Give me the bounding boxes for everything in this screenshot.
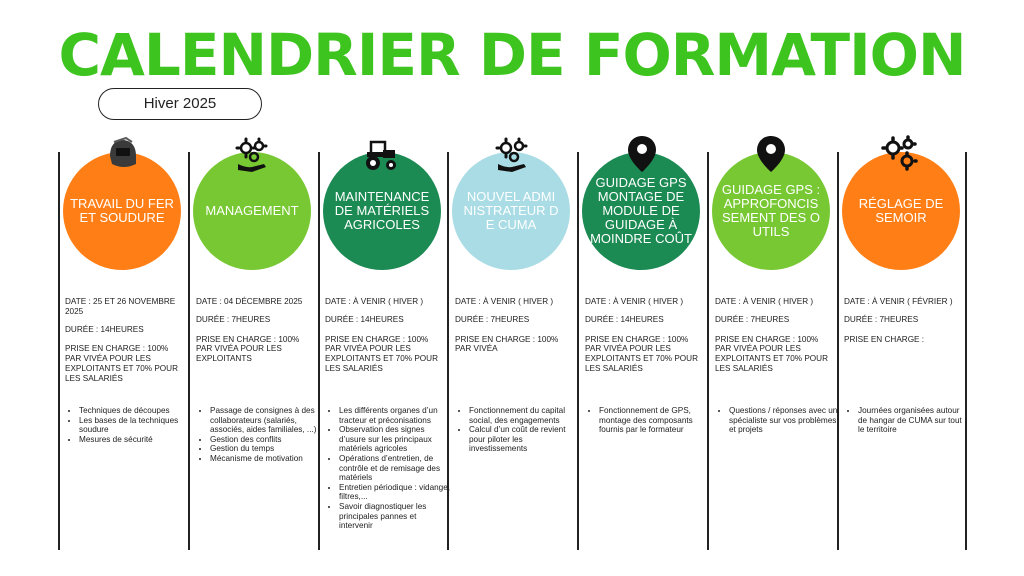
formation-prise: PRISE EN CHARGE : 100% PAR VIVÉA POUR LES EXPLOITANTS [196,334,300,364]
topic-item: • Observation des signes d’usure sur les principaux matériels agricoles [339,425,451,454]
column-divider [837,152,839,550]
gears-hand-icon [232,134,272,174]
formation-date: DATE : À VENIR ( HIVER ) [325,297,424,306]
map-pin-icon [622,134,662,174]
topic-item: • Calcul d’un coût de revient pour piloter les investissements [469,425,581,454]
column-divider [577,152,579,550]
column-divider [965,152,967,550]
formation-date: DATE : À VENIR ( HIVER ) [455,297,554,306]
tractor-icon [361,134,401,174]
formation-topics [325,406,451,531]
formation-duree: DURÉE : 7HEURES [715,314,790,324]
formation-date: DATE : À VENIR ( FÉVRIER ) [844,297,953,306]
column-divider [58,152,60,550]
formation-title: TRAVAIL DU FER ET SOUDURE [70,196,174,225]
topic-item: • Questions / réponses avec un spécialiste sur vos problèmes et projets [729,406,841,435]
topic-item: • Mesures de sécurité [79,435,191,445]
column-divider [188,152,190,550]
formation-date: DATE : 04 DÉCEMBRE 2025 [196,297,303,306]
formation-prise: PRISE EN CHARGE : 100% PAR VIVÉA POUR LES EXPLOITANTS ET 70% POUR LES SALARIÉS [585,334,698,373]
topic-item: • Fonctionnement de GPS, montage des composants fournis par le formateur [599,406,711,435]
formation-title: MAINTENANCE DE MATÉRIELS AGRICOLES [334,189,430,232]
formation-prise: PRISE EN CHARGE : 100% PAR VIVÉA [455,334,559,354]
column-divider [318,152,320,550]
formation-topics [844,406,970,435]
formation-topics [65,406,191,444]
gears-hand-icon [492,134,532,174]
formation-title: RÉGLAGE DE SEMOIR [858,196,944,225]
topic-item: • Mécanisme de motivation [210,454,322,464]
formation-date: DATE : À VENIR ( HIVER ) [715,297,814,306]
formation-prise: PRISE EN CHARGE : 100% PAR VIVÉA POUR LES EXPLOITANTS ET 70% POUR LES SALARIÉS [715,334,828,373]
formation-prise: PRISE EN CHARGE : [844,334,925,344]
topic-item: • Passage de consignes à des collaborateurs (salariés, associés, aides familiales, ...) [210,406,322,435]
topic-item: • Techniques de découpes [79,406,191,416]
formation-date: DATE : À VENIR ( HIVER ) [585,297,684,306]
topic-item: • Les différents organes d’un tracteur et préconisations [339,406,451,425]
formation-topics [585,406,711,435]
formation-duree: DURÉE : 7HEURES [196,314,271,324]
formation-title: MANAGEMENT [205,203,299,218]
formation-title: GUIDAGE GPS MONTAGE DE MODULE DE GUIDAGE À MOINDRE COÛT [590,175,692,246]
formation-duree: DURÉE : 14HEURES [325,314,404,324]
topic-item: • Journées organisées autour de hangar de CUMA sur tout le territoire [858,406,970,435]
formation-duree: DURÉE : 14HEURES [585,314,664,324]
formation-prise: PRISE EN CHARGE : 100% PAR VIVÉA POUR LES EXPLOITANTS ET 70% POUR LES SALARIÉS [325,334,438,373]
formation-title: NOUVEL ADMINISTRATEUR DE CUMA [463,189,559,232]
topic-item: • Fonctionnement du capital social, des engagements [469,406,581,425]
formation-topics [455,406,581,454]
formation-date: DATE : 25 ET 26 NOVEMBRE 2025 [65,297,176,316]
topic-item: • Gestion du temps [210,444,322,454]
map-pin-icon [751,134,791,174]
formation-prise: PRISE EN CHARGE : 100% PAR VIVÉA POUR LES EXPLOITANTS ET 70% POUR LES SALARIÉS [65,344,178,383]
topic-item: • Gestion des conflits [210,435,322,445]
formation-topics [715,406,841,435]
column-divider [707,152,709,550]
formation-duree: DURÉE : 7HEURES [844,314,919,324]
season-badge: Hiver 2025 [98,88,262,120]
topic-item: • Opérations d’entretien, de contrôle et de remisage des matériels [339,454,451,483]
topic-item: • Savoir diagnostiquer les principales pannes et intervenir [339,502,451,531]
formation-duree: DURÉE : 14HEURES [65,324,144,334]
formation-topics [196,406,322,464]
welding-mask-icon [102,134,142,174]
topic-item: • Entretien périodique : vidange, filtres,... [339,483,451,502]
formation-duree: DURÉE : 7HEURES [455,314,530,324]
page-title: CALENDRIER DE FORMATION [58,21,966,89]
gears-icon [880,134,920,174]
formation-title: GUIDAGE GPS : APPROFONCISSEMENT DES OUTILS [721,182,821,239]
topic-item: • Les bases de la techniques soudure [79,416,191,435]
